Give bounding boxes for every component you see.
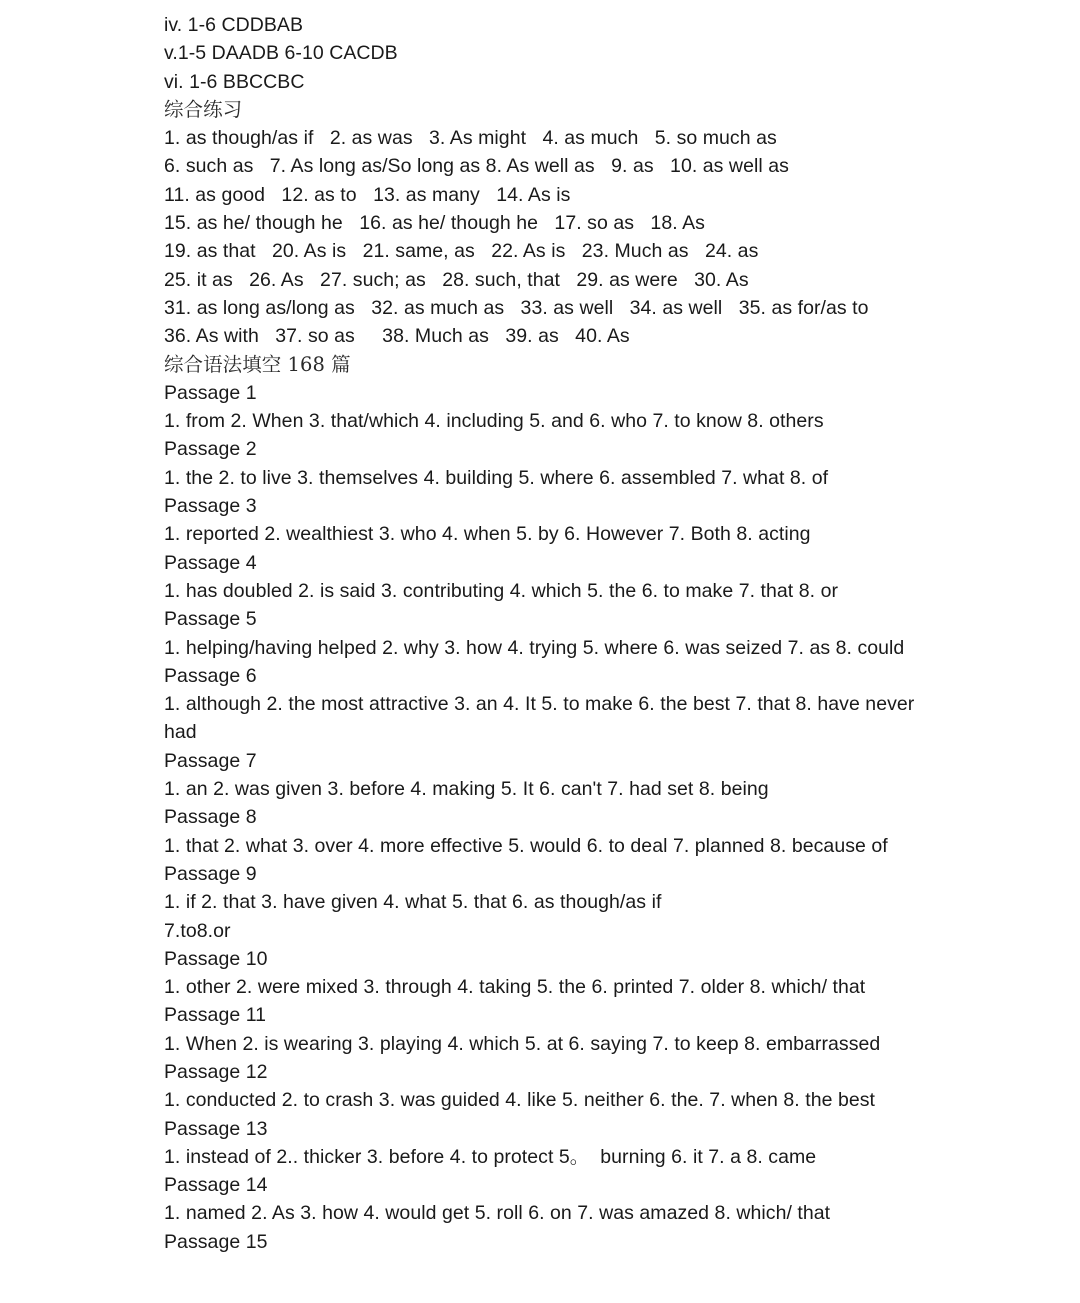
passage-heading: Passage 1 — [164, 381, 257, 404]
section-line-iv: iv. 1-6 CDDBAB — [164, 14, 304, 36]
passage-heading: Passage 15 — [164, 1230, 268, 1253]
passage-answers: 1. although 2. the most attractive 3. an 4. It 5. to make 6. the best 7. that 8. have never — [164, 693, 915, 716]
passage-answers: 1. has doubled 2. is said 3. contributing 4. which 5. the 6. to make 7. that 8. or — [164, 579, 839, 602]
passage-answers: 1. helping/having helped 2. why 3. how 4. trying 5. where 6. was seized 7. as 8. could — [164, 636, 905, 659]
passage-heading: Passage 8 — [164, 806, 257, 829]
passage-heading: Passage 10 — [164, 947, 268, 970]
passage-heading: Passage 11 — [164, 1004, 267, 1027]
answer-line: 36. As with 37. so as 38. Much as 39. as 40. As — [164, 325, 630, 348]
heading-comprehensive-practice: 综合练习 — [164, 97, 243, 121]
answer-line: 15. as he/ though he 16. as he/ though he 17. so as 18. As — [164, 212, 705, 235]
passage-heading: Passage 3 — [164, 495, 257, 518]
passage-answers-continued: 7.to8.or — [164, 919, 231, 942]
passage-heading: Passage 9 — [164, 862, 257, 885]
answer-line: 25. it as 26. As 27. such; as 28. such, that 29. as were 30. As — [164, 268, 749, 291]
section-line-vi: vi. 1-6 BBCCBC — [164, 70, 305, 93]
passage-heading: Passage 2 — [164, 438, 257, 461]
passage-answers: 1. the 2. to live 3. themselves 4. building 5. where 6. assembled 7. what 8. of — [164, 466, 829, 489]
answer-line: 11. as good 12. as to 13. as many 14. As is — [164, 183, 571, 206]
passage-heading: Passage 6 — [164, 664, 257, 687]
passage-answers: 1. other 2. were mixed 3. through 4. taking 5. the 6. printed 7. older 8. which/ that — [164, 976, 866, 999]
answer-line: 31. as long as/long as 32. as much as 33. as well 34. as well 35. as for/as to — [164, 296, 869, 319]
passage-answers: 1. if 2. that 3. have given 4. what 5. that 6. as though/as if — [164, 891, 662, 914]
answer-line: 19. as that 20. As is 21. same, as 22. As is 23. Much as 24. as — [164, 240, 759, 263]
passage-heading: Passage 12 — [164, 1060, 268, 1083]
passage-answers: 1. named 2. As 3. how 4. would get 5. roll 6. on 7. was amazed 8. which/ that — [164, 1202, 831, 1225]
passage-answers: 1. an 2. was given 3. before 4. making 5. It 6. can't 7. had set 8. being — [164, 778, 769, 801]
passage-heading: Passage 4 — [164, 551, 257, 574]
passage-answers-continued: had — [164, 721, 197, 744]
section-line-v: v.1-5 DAADB 6-10 CACDB — [164, 42, 398, 65]
answer-line: 1. as though/as if 2. as was 3. As might 4. as much 5. so much as — [164, 127, 777, 150]
passage-answers: 1. instead of 2.. thicker 3. before 4. to protect 5。 burning 6. it 7. a 8. came — [164, 1145, 817, 1168]
passage-heading: Passage 13 — [164, 1117, 268, 1140]
passage-answers: 1. that 2. what 3. over 4. more effective 5. would 6. to deal 7. planned 8. because of — [164, 834, 888, 857]
heading-grammar-fill-168: 综合语法填空 168 篇 — [164, 352, 351, 376]
passage-heading: Passage 5 — [164, 608, 257, 631]
passage-answers: 1. conducted 2. to crash 3. was guided 4. like 5. neither 6. the. 7. when 8. the best — [164, 1089, 876, 1112]
answer-line: 6. such as 7. As long as/So long as 8. As well as 9. as 10. as well as — [164, 155, 789, 178]
passage-heading: Passage 7 — [164, 749, 257, 772]
faint-watermark — [850, 1293, 930, 1303]
passage-answers: 1. When 2. is wearing 3. playing 4. which 5. at 6. saying 7. to keep 8. embarrassed — [164, 1032, 881, 1055]
passage-heading: Passage 14 — [164, 1174, 268, 1197]
answer-key-document — [164, 11, 1064, 1256]
passage-answers: 1. from 2. When 3. that/which 4. including 5. and 6. who 7. to know 8. others — [164, 410, 824, 433]
passage-answers: 1. reported 2. wealthiest 3. who 4. when 5. by 6. However 7. Both 8. acting — [164, 523, 811, 546]
